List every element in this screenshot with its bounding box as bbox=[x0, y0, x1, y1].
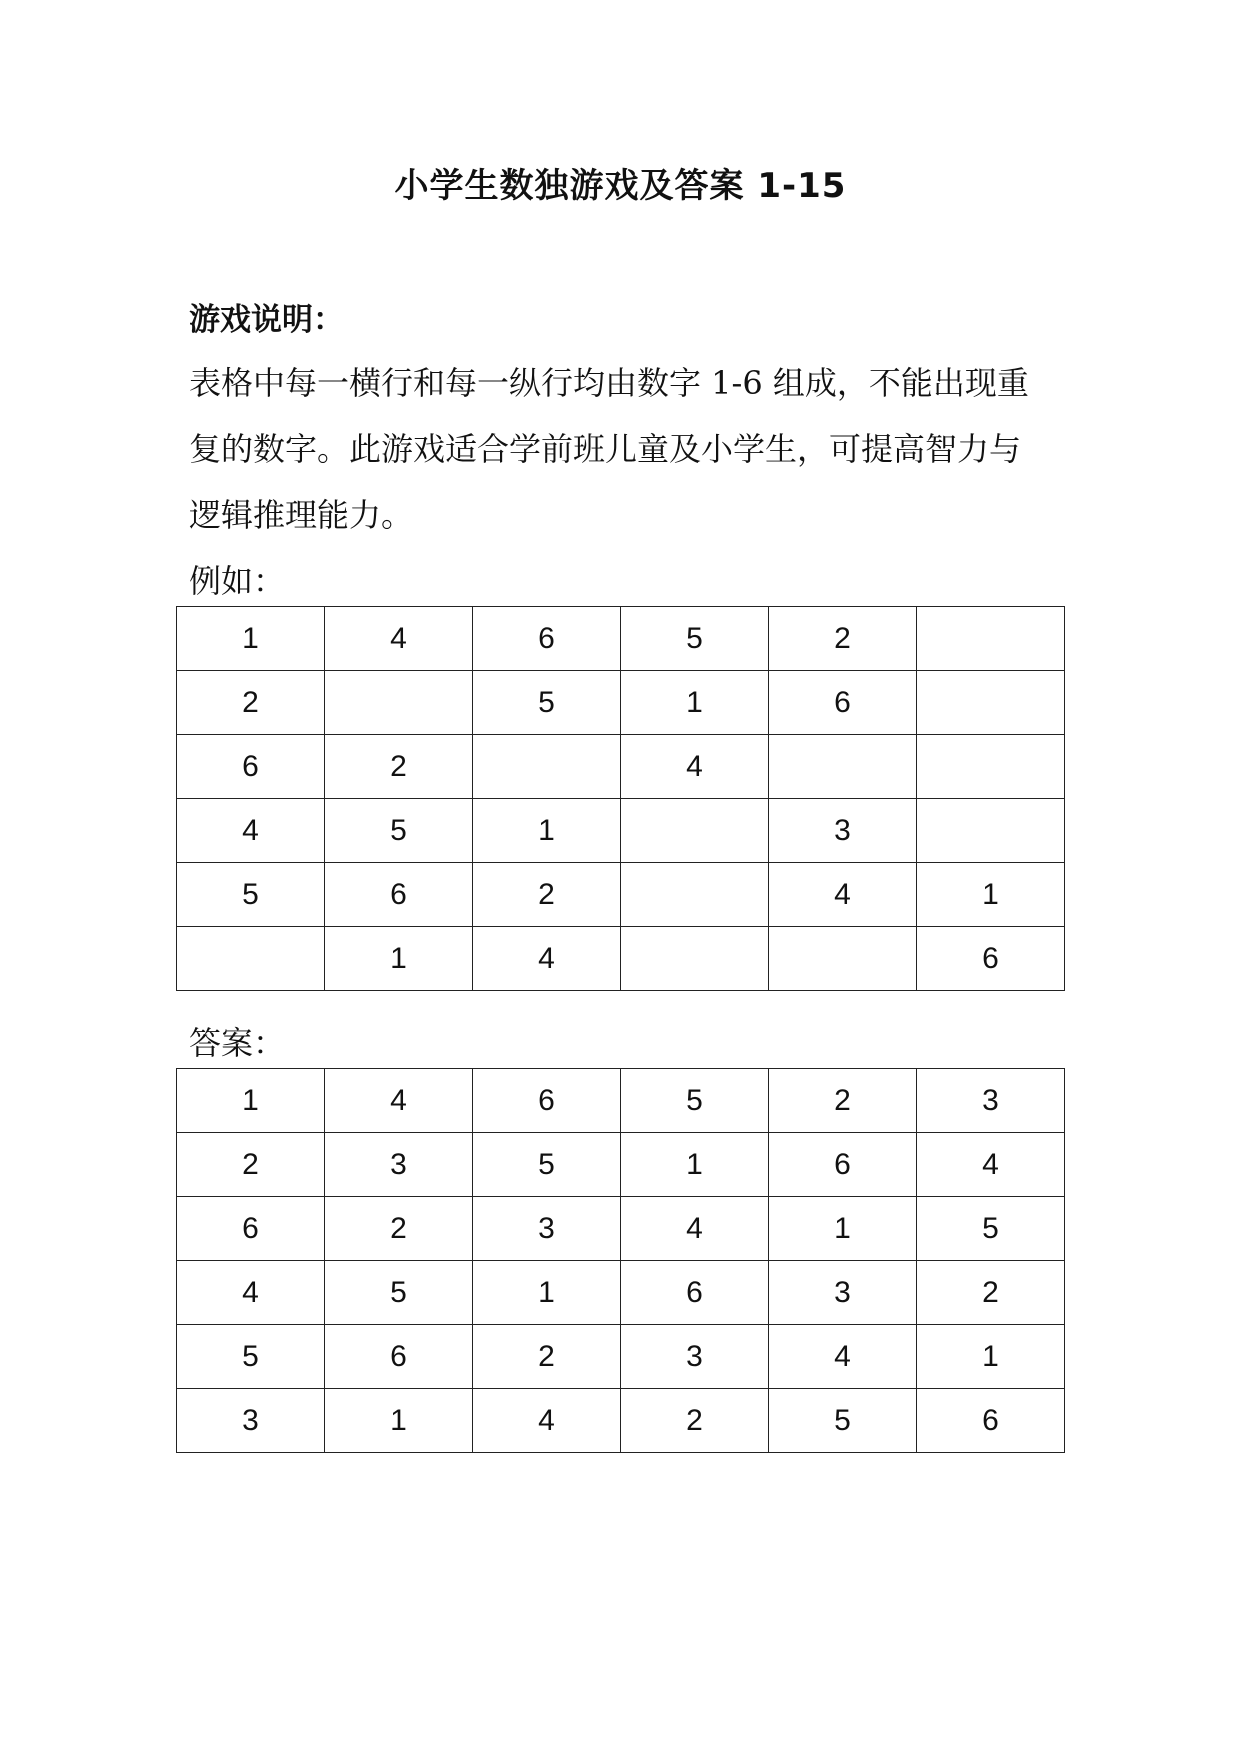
answer-cell: 3 bbox=[769, 1261, 917, 1325]
puzzle-cell: 4 bbox=[177, 799, 325, 863]
answer-cell: 2 bbox=[177, 1133, 325, 1197]
puzzle-cell: 5 bbox=[621, 607, 769, 671]
answer-cell: 5 bbox=[621, 1069, 769, 1133]
puzzle-cell: 4 bbox=[769, 863, 917, 927]
answer-cell: 5 bbox=[473, 1133, 621, 1197]
answer-row bbox=[177, 1069, 1065, 1133]
puzzle-cell bbox=[769, 927, 917, 991]
puzzle-row bbox=[177, 863, 1065, 927]
answer-grid bbox=[176, 1068, 1065, 1453]
answer-cell: 3 bbox=[473, 1197, 621, 1261]
puzzle-cell bbox=[621, 927, 769, 991]
puzzle-cell: 6 bbox=[769, 671, 917, 735]
answer-cell: 6 bbox=[325, 1325, 473, 1389]
answer-cell: 1 bbox=[917, 1325, 1065, 1389]
answer-cell: 2 bbox=[621, 1389, 769, 1453]
answer-cell: 3 bbox=[621, 1325, 769, 1389]
puzzle-cell bbox=[917, 607, 1065, 671]
answer-cell: 3 bbox=[177, 1389, 325, 1453]
answer-cell: 4 bbox=[769, 1325, 917, 1389]
puzzle-cell: 3 bbox=[769, 799, 917, 863]
answer-row bbox=[177, 1389, 1065, 1453]
answer-cell: 2 bbox=[769, 1069, 917, 1133]
answer-row bbox=[177, 1325, 1065, 1389]
puzzle-cell: 2 bbox=[769, 607, 917, 671]
puzzle-cell bbox=[325, 671, 473, 735]
puzzle-cell: 6 bbox=[473, 607, 621, 671]
answer-cell: 4 bbox=[917, 1133, 1065, 1197]
answer-cell: 1 bbox=[325, 1389, 473, 1453]
puzzle-cell: 1 bbox=[473, 799, 621, 863]
puzzle-cell: 1 bbox=[917, 863, 1065, 927]
instructions-line: 逻辑推理能力。 bbox=[189, 496, 414, 534]
answer-label: 答案： bbox=[189, 1024, 286, 1062]
puzzle-cell bbox=[769, 735, 917, 799]
puzzle-grid bbox=[176, 606, 1065, 991]
page-title: 小学生数独游戏及答案 1-15 bbox=[394, 166, 847, 206]
puzzle-cell bbox=[621, 799, 769, 863]
answer-cell: 5 bbox=[917, 1197, 1065, 1261]
answer-cell: 1 bbox=[473, 1261, 621, 1325]
answer-cell: 5 bbox=[769, 1389, 917, 1453]
puzzle-cell: 2 bbox=[325, 735, 473, 799]
example-label: 例如： bbox=[189, 562, 286, 600]
instructions-line: 表格中每一横行和每一纵行均由数字 1-6 组成，不能出现重 bbox=[189, 364, 1029, 402]
puzzle-cell: 4 bbox=[325, 607, 473, 671]
puzzle-cell: 5 bbox=[473, 671, 621, 735]
puzzle-row bbox=[177, 671, 1065, 735]
answer-cell: 2 bbox=[325, 1197, 473, 1261]
puzzle-cell bbox=[917, 671, 1065, 735]
instructions-heading: 游戏说明： bbox=[189, 302, 344, 338]
puzzle-cell: 6 bbox=[177, 735, 325, 799]
puzzle-cell: 4 bbox=[621, 735, 769, 799]
answer-cell: 6 bbox=[769, 1133, 917, 1197]
puzzle-cell: 1 bbox=[621, 671, 769, 735]
puzzle-row bbox=[177, 927, 1065, 991]
puzzle-cell bbox=[917, 799, 1065, 863]
answer-cell: 2 bbox=[917, 1261, 1065, 1325]
answer-cell: 2 bbox=[473, 1325, 621, 1389]
instructions-text bbox=[189, 350, 1069, 548]
puzzle-cell: 6 bbox=[917, 927, 1065, 991]
puzzle-cell bbox=[621, 863, 769, 927]
answer-cell: 3 bbox=[325, 1133, 473, 1197]
answer-cell: 5 bbox=[177, 1325, 325, 1389]
answer-cell: 4 bbox=[621, 1197, 769, 1261]
answer-cell: 6 bbox=[177, 1197, 325, 1261]
puzzle-cell: 4 bbox=[473, 927, 621, 991]
puzzle-cell: 2 bbox=[177, 671, 325, 735]
puzzle-cell bbox=[473, 735, 621, 799]
puzzle-cell: 5 bbox=[325, 799, 473, 863]
answer-row bbox=[177, 1197, 1065, 1261]
answer-cell: 6 bbox=[621, 1261, 769, 1325]
answer-cell: 6 bbox=[917, 1389, 1065, 1453]
puzzle-cell bbox=[917, 735, 1065, 799]
answer-cell: 3 bbox=[917, 1069, 1065, 1133]
answer-cell: 4 bbox=[325, 1069, 473, 1133]
answer-row bbox=[177, 1133, 1065, 1197]
puzzle-cell bbox=[177, 927, 325, 991]
instructions-line: 复的数字。此游戏适合学前班儿童及小学生，可提高智力与 bbox=[189, 430, 1022, 468]
answer-cell: 4 bbox=[177, 1261, 325, 1325]
puzzle-cell: 6 bbox=[325, 863, 473, 927]
answer-cell: 5 bbox=[325, 1261, 473, 1325]
puzzle-cell: 5 bbox=[177, 863, 325, 927]
puzzle-row bbox=[177, 799, 1065, 863]
answer-cell: 6 bbox=[473, 1069, 621, 1133]
answer-cell: 4 bbox=[473, 1389, 621, 1453]
puzzle-cell: 1 bbox=[177, 607, 325, 671]
puzzle-cell: 1 bbox=[325, 927, 473, 991]
answer-cell: 1 bbox=[621, 1133, 769, 1197]
puzzle-row bbox=[177, 607, 1065, 671]
puzzle-cell: 2 bbox=[473, 863, 621, 927]
puzzle-row bbox=[177, 735, 1065, 799]
answer-cell: 1 bbox=[769, 1197, 917, 1261]
answer-row bbox=[177, 1261, 1065, 1325]
answer-cell: 1 bbox=[177, 1069, 325, 1133]
